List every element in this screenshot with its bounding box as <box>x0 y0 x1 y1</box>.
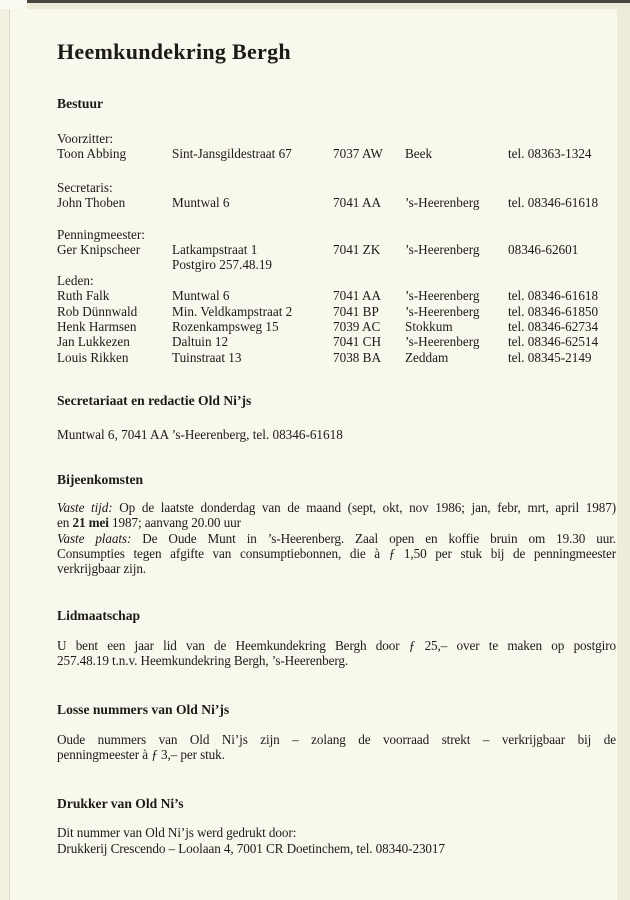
member-city: ’s-Heerenberg <box>405 334 480 350</box>
text-line: penningmeester à ƒ 3,– per stuk. <box>57 746 225 762</box>
member-postgiro: Postgiro 257.48.19 <box>172 257 273 273</box>
text-line: Dit nummer van Old Ni’js werd gedrukt door: <box>57 825 297 841</box>
text-line: U bent een jaar lid van de Heemkundekring Bergh door ƒ 25,– over te maken op postgiro <box>57 637 616 653</box>
role-label-secretaris: Secretaris: <box>57 179 113 195</box>
member-city: ’s-Heerenberg <box>405 303 480 319</box>
table-row <box>57 350 616 365</box>
member-address: Sint-Jansgildestraat 67 <box>172 146 292 162</box>
table-row <box>57 242 616 257</box>
member-name: Louis Rikken <box>57 349 129 365</box>
lidmaatschap-heading: Lidmaatschap <box>57 607 141 623</box>
member-name: Jan Lukkezen <box>57 334 130 350</box>
scan-dark-top-line <box>27 0 630 3</box>
secretariaat-address: Muntwal 6, 7041 AA ’s-Heerenberg, tel. 08346-61618 <box>57 427 343 443</box>
table-row <box>57 146 616 161</box>
text-line: Drukkerij Crescendo – Loolaan 4, 7001 CR Doetinchem, tel. 08340-23017 <box>57 840 445 856</box>
lidmaatschap-paragraph <box>57 638 616 669</box>
member-postcode: 7039 AC <box>333 319 381 335</box>
member-name: Henk Harmsen <box>57 319 137 335</box>
text-line: Oude nummers van Old Ni’js zijn – zolang de voorraad strekt – verkrijgbaar bij de <box>57 731 616 747</box>
losse-nummers-paragraph <box>57 732 616 763</box>
member-tel: tel. 08346-62514 <box>508 334 599 350</box>
member-city: Beek <box>405 146 433 162</box>
member-postcode: 7041 ZK <box>333 242 381 258</box>
page-title: Heemkundekring Bergh <box>57 39 291 64</box>
vaste-plaats-label: Vaste plaats: <box>57 530 132 546</box>
member-address: Muntwal 6 <box>172 195 230 211</box>
member-tel: tel. 08345-2149 <box>508 349 592 365</box>
member-address: Min. Veldkampstraat 2 <box>172 303 293 319</box>
member-postcode: 7041 BP <box>333 303 379 319</box>
text-line: 257.48.19 t.n.v. Heemkundekring Bergh, ’s-Heerenberg. <box>57 653 349 669</box>
member-tel: tel. 08346-62734 <box>508 319 599 335</box>
member-city: ’s-Heerenberg <box>405 242 480 258</box>
member-tel: tel. 08363-1324 <box>508 146 592 162</box>
bestuur-group-penningmeester <box>57 227 616 273</box>
member-name: Rob Dünnwald <box>57 303 138 319</box>
member-city: Stokkum <box>405 319 453 335</box>
table-row <box>57 257 616 272</box>
member-address: Muntwal 6 <box>172 288 230 304</box>
scan-top-left-corner <box>0 0 27 9</box>
document-content <box>0 38 630 856</box>
drukker-paragraph <box>57 825 616 856</box>
member-postcode: 7041 AA <box>333 195 381 211</box>
text-line: en 21 mei 1987; aanvang 20.00 uur <box>57 515 241 531</box>
text-line: verkrijgbaar zijn. <box>57 561 147 577</box>
vaste-tijd-label: Vaste tijd: <box>57 499 113 515</box>
member-tel: 08346-62601 <box>508 242 579 258</box>
table-row <box>57 319 616 334</box>
florin-symbol: ƒ <box>408 637 416 653</box>
bestuur-heading: Bestuur <box>57 96 104 111</box>
bijeenkomsten-heading: Bijeenkomsten <box>57 471 144 487</box>
secretariaat-heading: Secretariaat en redactie Old Ni’js <box>57 393 252 409</box>
member-tel: tel. 08346-61618 <box>508 288 599 304</box>
role-label-voorzitter: Voorzitter: <box>57 131 114 146</box>
member-postcode: 7037 AW <box>333 146 383 162</box>
table-row <box>57 304 616 319</box>
member-city: ’s-Heerenberg <box>405 195 480 211</box>
bestuur-group-voorzitter <box>57 131 616 162</box>
bijeenkomsten-paragraph <box>57 500 616 577</box>
text-line: Vaste plaats: De Oude Munt in ’s-Heerenberg. Zaal open en koffie bruin om 19.30 uur. <box>57 530 616 546</box>
bold-date: 21 mei <box>72 515 109 531</box>
member-city: Zeddam <box>405 349 449 365</box>
member-postcode: 7038 BA <box>333 349 381 365</box>
drukker-heading: Drukker van Old Ni’s <box>57 796 184 812</box>
member-name: Ger Knipscheer <box>57 242 141 258</box>
member-address: Latkampstraat 1 <box>172 242 258 258</box>
role-label-penningmeester: Penningmeester: <box>57 226 145 242</box>
text-line: Vaste tijd: Op de laatste donderdag van de maand (sept, okt, nov 1986; jan, febr, mrt, april 1987) <box>57 499 616 515</box>
member-name: John Thoben <box>57 195 126 211</box>
florin-symbol: ƒ <box>388 545 396 561</box>
member-postcode: 7041 AA <box>333 288 381 304</box>
member-name: Toon Abbing <box>57 146 127 162</box>
bestuur-group-secretaris <box>57 180 616 211</box>
role-label-leden: Leden: <box>57 272 94 288</box>
member-city: ’s-Heerenberg <box>405 288 480 304</box>
member-tel: tel. 08346-61850 <box>508 303 599 319</box>
member-tel: tel. 08346-61618 <box>508 195 599 211</box>
member-address: Tuinstraat 13 <box>172 349 242 365</box>
table-row <box>57 195 616 210</box>
text-line: Consumpties tegen afgifte van consumptiebonnen, die à ƒ 1,50 per stuk bij de penningmeester <box>57 545 616 561</box>
table-row <box>57 288 616 303</box>
table-row <box>57 334 616 349</box>
florin-symbol: ƒ <box>151 746 158 762</box>
bestuur-group-leden <box>57 273 616 365</box>
losse-nummers-heading: Losse nummers van Old Ni’js <box>57 701 230 717</box>
member-postcode: 7041 CH <box>333 334 381 350</box>
member-address: Rozenkampsweg 15 <box>172 319 279 335</box>
member-name: Ruth Falk <box>57 288 110 304</box>
member-address: Daltuin 12 <box>172 334 229 350</box>
